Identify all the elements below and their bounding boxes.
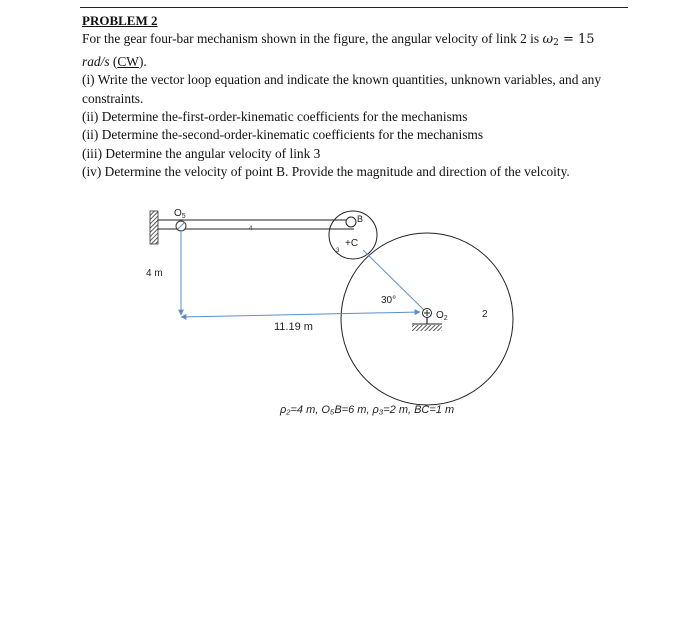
question-3: (ii) Determine the-second-order-kinematic coefficients for the mechanisms xyxy=(82,127,484,143)
question-5: (iv) Determine the velocity of point B. Provide the magnitude and direction of the velcoity. xyxy=(82,164,570,180)
omega-subscript: 2 xyxy=(553,38,559,49)
point-b-pin xyxy=(346,217,356,227)
intro-text: For the gear four-bar mechanism shown in the figure, the angular velocity of link 2 is xyxy=(82,31,543,47)
label-o5: $O_5$ xyxy=(174,208,186,220)
question-2: (ii) Determine the-first-order-kinematic coefficients for the mechanisms xyxy=(82,109,468,125)
label-b: B xyxy=(357,214,364,224)
question-1b: constraints. xyxy=(82,90,144,106)
left-wall-ground xyxy=(150,211,158,244)
label-11-19m: 11.19 m xyxy=(274,321,313,333)
label-c: +C xyxy=(345,238,359,249)
omega-value: = 15 xyxy=(558,32,595,48)
cw-open: ( xyxy=(109,53,118,69)
label-30deg: 30° xyxy=(381,295,397,306)
problem-title: PROBLEM 2 xyxy=(82,13,158,28)
label-4m: 4 m xyxy=(146,268,163,279)
question-1a: (i) Write the vector loop equation and indicate the known quantities, unknown variables, and any xyxy=(82,72,602,88)
label-link4: 4 xyxy=(249,226,253,232)
question-4: (iii) Determine the angular velocity of link 3 xyxy=(82,145,321,161)
label-o2: $O_2$ xyxy=(436,310,448,322)
ground-o2-hatch xyxy=(412,325,442,331)
units-text: rad/s xyxy=(82,53,110,69)
cw-text: CW xyxy=(117,53,139,69)
cw-close: ). xyxy=(138,53,147,69)
label-link3: 3 xyxy=(336,248,340,254)
label-link2: 2 xyxy=(482,309,488,320)
figure-caption: ρ₂=4 m, O₅B=6 m, ρ₃=2 m, BC=1 m xyxy=(280,404,455,416)
dimension-11-19m xyxy=(181,312,420,317)
omega-symbol: ω xyxy=(542,32,554,48)
